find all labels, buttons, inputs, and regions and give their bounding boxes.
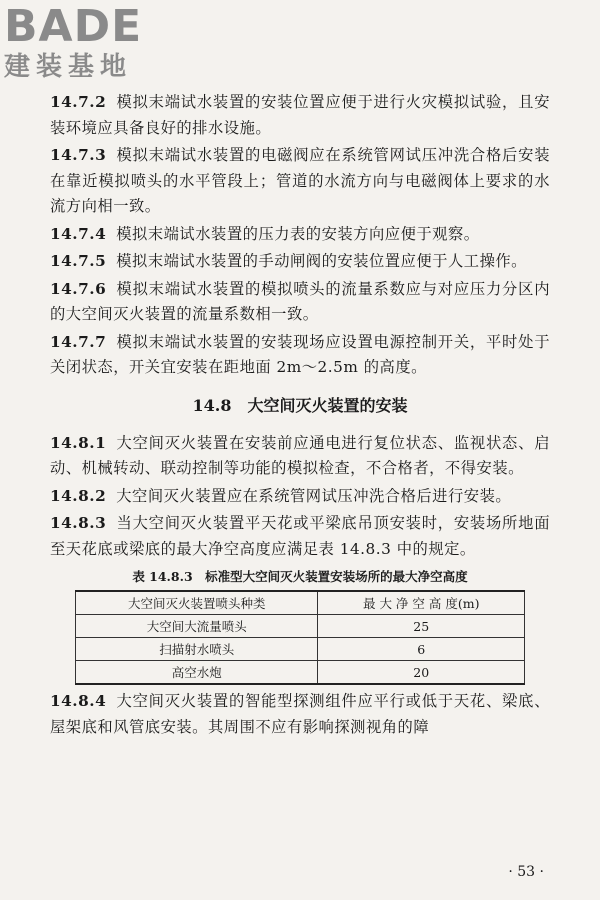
clause-14-8-4 (50, 689, 550, 740)
clause-14-8-2 (50, 484, 550, 510)
table-row (76, 615, 525, 638)
clause-text: 大空间灭火装置在安装前应通电进行复位状态、监视状态、启动、机械转动、联动控制等功能的模拟检查，不合格者，不得安装。 (50, 433, 550, 477)
clause-text: 模拟末端试水装置的手动闸阀的安装位置应便于人工操作。 (116, 252, 527, 270)
clause-text: 模拟末端试水装置的安装现场应设置电源控制开关，平时处于关闭状态，开关宜安装在距地面 2m～2.5m 的高度。 (50, 332, 550, 376)
table-cell: 6 (318, 638, 525, 661)
table-cell: 扫描射水喷头 (76, 638, 318, 661)
page-number: · 53 · (508, 864, 544, 880)
clause-number: 14.7.6 (50, 279, 107, 298)
clause-14-7-5 (50, 249, 550, 275)
table-header-cell: 大空间灭火装置喷头种类 (76, 591, 318, 615)
clause-text: 大空间灭火装置应在系统管网试压冲洗合格后进行安装。 (116, 486, 512, 505)
clause-14-7-2 (50, 90, 550, 141)
logo-text-en: BADE (4, 1, 143, 52)
table-header-cell: 最 大 净 空 高 度(m) (318, 591, 525, 615)
table-cell: 大空间大流量喷头 (76, 615, 318, 638)
table-cell: 高空水炮 (76, 661, 318, 685)
table-row (76, 661, 525, 685)
section-title: 14.8 大空间灭火装置的安装 (192, 395, 408, 415)
clause-text: 大空间灭火装置的智能型探测组件应平行或低于天花、梁底、屋架底和风管底安装。其周围不应有影响探测视角的障 (50, 692, 550, 736)
table-caption: 表 14.8.3 标准型大空间灭火装置安装场所的最大净空高度 (132, 569, 468, 584)
clause-14-7-7 (50, 330, 550, 381)
clearance-height-table (75, 590, 525, 685)
clause-text: 模拟末端试水装置的模拟喷头的流量系数应与对应压力分区内的大空间灭火装置的流量系数相一致。 (50, 279, 550, 323)
clause-14-8-3 (50, 511, 550, 562)
clause-number: 14.7.2 (50, 93, 107, 111)
clause-text: 模拟末端试水装置的安装位置应便于进行火灾模拟试验，且安装环境应具备良好的排水设施。 (50, 93, 550, 137)
clause-14-7-4 (50, 222, 550, 248)
clause-number: 14.7.4 (50, 224, 107, 243)
clause-number: 14.8.3 (50, 514, 107, 532)
clause-text: 模拟末端试水装置的电磁阀应在系统管网试压冲洗合格后安装在靠近模拟喷头的水平管段上；管道的水流方向与电磁阀体上要求的水流方向相一致。 (50, 146, 550, 215)
table-cell: 20 (318, 661, 525, 685)
document-body (50, 90, 550, 742)
clause-number: 14.7.7 (50, 332, 107, 351)
table-header-row (76, 591, 525, 615)
logo-text-cn: 建装基地 (4, 52, 133, 82)
clause-14-7-3 (50, 143, 550, 220)
table-row (76, 638, 525, 661)
clause-14-8-1 (50, 431, 550, 482)
bade-logo (4, 2, 184, 92)
table-cell: 25 (318, 615, 525, 638)
clause-number: 14.8.1 (50, 433, 107, 452)
clause-number: 14.7.5 (50, 252, 107, 270)
clause-number: 14.8.2 (50, 486, 107, 505)
clause-14-7-6 (50, 277, 550, 328)
clause-number: 14.7.3 (50, 146, 107, 164)
clause-number: 14.8.4 (50, 692, 107, 710)
clause-text: 模拟末端试水装置的压力表的安装方向应便于观察。 (116, 224, 480, 243)
clause-text: 当大空间灭火装置平天花或平梁底吊顶安装时，安装场所地面至天花底或梁底的最大净空高度应满足表 14.8.3 中的规定。 (50, 514, 550, 558)
